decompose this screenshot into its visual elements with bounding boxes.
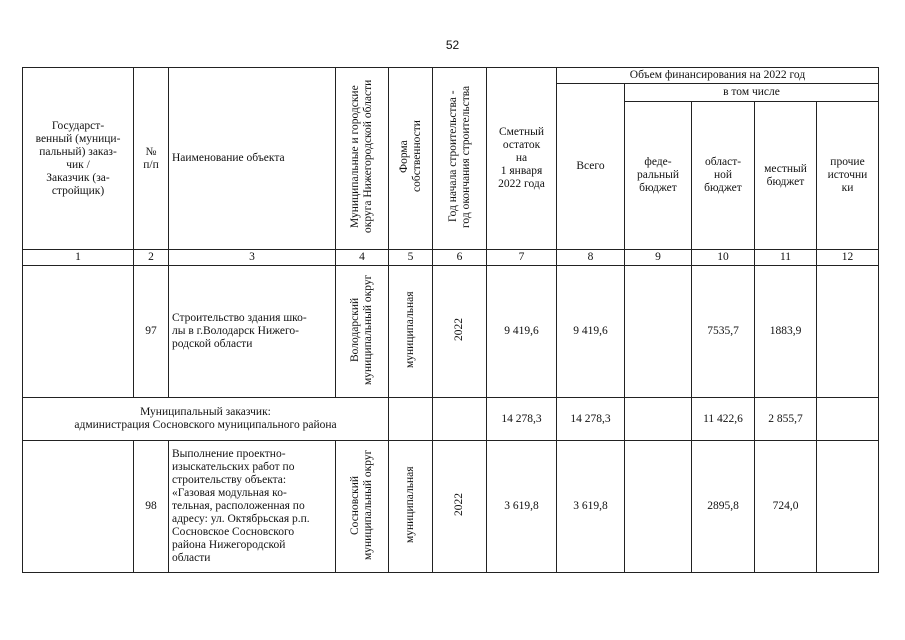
row-ownership: муниципальная <box>404 291 416 368</box>
page-number: 52 <box>445 38 460 52</box>
header-customer: Государст- венный (муници- пальный) заказ- чик / Заказчик (за- стройщик) <box>23 68 134 250</box>
row-federal <box>625 266 692 398</box>
row-years-cell <box>433 441 487 573</box>
header-ownership-cell <box>389 68 433 250</box>
header-funding-group: Объем финансирования на 2022 год <box>557 68 879 84</box>
subtotal-other <box>817 398 879 441</box>
column-number: 7 <box>487 250 557 266</box>
row-estimated-balance: 3 619,8 <box>487 441 557 573</box>
column-number: 4 <box>336 250 389 266</box>
row-total: 9 419,6 <box>557 266 625 398</box>
row-municipal-cell <box>336 441 389 573</box>
header-federal: феде- ральный бюджет <box>625 102 692 250</box>
column-number: 1 <box>23 250 134 266</box>
row-total: 3 619,8 <box>557 441 625 573</box>
subtotal-estimated-balance: 14 278,3 <box>487 398 557 441</box>
column-number: 2 <box>134 250 169 266</box>
column-number: 11 <box>755 250 817 266</box>
table-row <box>23 266 879 398</box>
column-number: 3 <box>169 250 336 266</box>
column-number: 8 <box>557 250 625 266</box>
subtotal-federal <box>625 398 692 441</box>
row-object-name: Выполнение проектно- изыскательских работ по строительству объекта: «Газовая модульная ко- тельная, расположенная по адресу: ул. Октябрьская р.п. Сосновское Сосновского района Нижегородской области <box>169 441 336 573</box>
header-other: прочие источни ки <box>817 102 879 250</box>
subtotal-ownership <box>389 398 433 441</box>
subtotal-regional: 11 422,6 <box>692 398 755 441</box>
subtotal-years <box>433 398 487 441</box>
row-years: 2022 <box>453 318 465 341</box>
subtotal-local: 2 855,7 <box>755 398 817 441</box>
subtotal-row <box>23 398 879 441</box>
header-object-name: Наименование объекта <box>169 68 336 250</box>
row-municipal: Володарский муниципальный округ <box>349 274 374 385</box>
header-total: Всего <box>557 84 625 250</box>
row-customer <box>23 441 134 573</box>
header-including: в том числе <box>625 84 879 102</box>
row-object-name: Строительство здания шко- лы в г.Володарск Нижего- родской области <box>169 266 336 398</box>
column-number: 6 <box>433 250 487 266</box>
row-other <box>817 441 879 573</box>
row-municipal: Сосновский муниципальный округ <box>349 449 374 560</box>
row-other <box>817 266 879 398</box>
row-ownership-cell <box>389 266 433 398</box>
row-federal <box>625 441 692 573</box>
column-number: 10 <box>692 250 755 266</box>
subtotal-total: 14 278,3 <box>557 398 625 441</box>
row-regional: 2895,8 <box>692 441 755 573</box>
column-numbers-row <box>23 250 879 266</box>
column-number: 9 <box>625 250 692 266</box>
table-row <box>23 441 879 573</box>
row-customer <box>23 266 134 398</box>
header-years-cell <box>433 68 487 250</box>
header-years: Год начала строительства - год окончания строительства <box>446 85 472 228</box>
header-number: № п/п <box>134 68 169 250</box>
column-number: 12 <box>817 250 879 266</box>
financing-table <box>22 67 879 573</box>
row-ownership-cell <box>389 441 433 573</box>
row-number: 98 <box>134 441 169 573</box>
column-number: 5 <box>389 250 433 266</box>
header-regional: област- ной бюджет <box>692 102 755 250</box>
row-estimated-balance: 9 419,6 <box>487 266 557 398</box>
header-municipal: Муниципальные и городские округа Нижегородской области <box>349 79 374 234</box>
header-estimated-balance: Сметный остаток на 1 января 2022 года <box>487 68 557 250</box>
header-ownership: Форма собственности <box>397 120 423 193</box>
subtotal-label: Муниципальный заказчик: администрация Сосновского муниципального района <box>23 398 389 441</box>
row-local: 1883,9 <box>755 266 817 398</box>
row-municipal-cell <box>336 266 389 398</box>
row-number: 97 <box>134 266 169 398</box>
row-years: 2022 <box>453 493 465 516</box>
header-local: местный бюджет <box>755 102 817 250</box>
row-years-cell <box>433 266 487 398</box>
row-regional: 7535,7 <box>692 266 755 398</box>
header-municipal-cell <box>336 68 389 250</box>
row-local: 724,0 <box>755 441 817 573</box>
row-ownership: муниципальная <box>404 466 416 543</box>
